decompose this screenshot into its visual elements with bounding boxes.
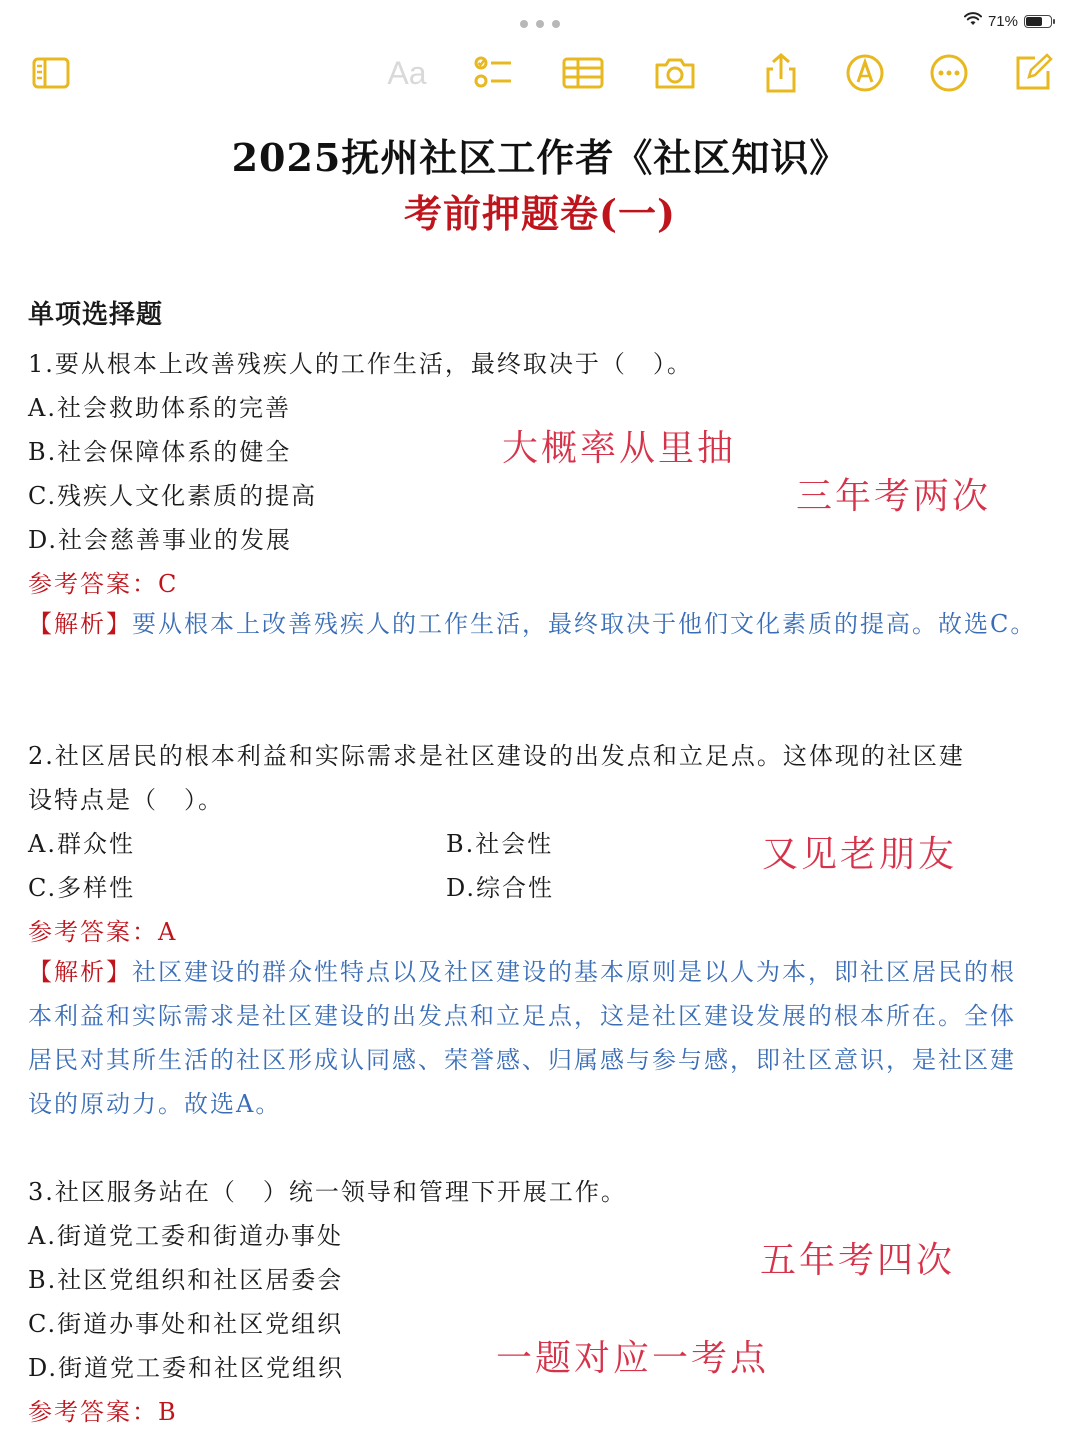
q2-analysis-text: 社区建设的群众性特点以及社区建设的基本原则是以人为本，即社区居民的根本利益和实际需求是社区建设的出发点和立足点，这是社区建设发展的根本所在。全体居民对其所生活的社区形成认同感、荣誉感、归属感与参与感，即社区意识，是社区建设的原动力。故选A。 — [28, 958, 1016, 1118]
camera-icon — [653, 51, 697, 95]
compose-button[interactable] — [1010, 50, 1056, 96]
share-icon — [759, 51, 803, 95]
q1-analysis-text: 要从根本上改善残疾人的工作生活，最终取决于他们文化素质的提高。故选C。 — [132, 610, 1037, 638]
annotation-note-3: 又见老朋友 — [762, 834, 958, 875]
q2-stem-line2: 设特点是（ ）。 — [28, 786, 224, 814]
q1-option-a: A.社会救助体系的完善 — [28, 394, 291, 422]
format-button[interactable]: Aa — [387, 54, 427, 91]
section-heading: 单项选择题 — [28, 300, 164, 330]
q2-analysis-tag: 【解析】 — [28, 958, 132, 986]
q3-option-d: D.街道党工委和社区党组织 — [28, 1354, 345, 1382]
battery-icon — [1024, 15, 1052, 28]
checklist-button[interactable] — [470, 50, 516, 96]
checklist-icon — [471, 51, 515, 95]
annotation-note-2: 三年考两次 — [796, 476, 992, 517]
table-icon — [561, 51, 605, 95]
multitask-dots-icon[interactable] — [520, 16, 560, 32]
sidebar-toggle-button[interactable] — [28, 50, 74, 96]
compose-icon — [1011, 51, 1055, 95]
q1-option-b: B.社会保障体系的健全 — [28, 438, 292, 466]
toolbar — [0, 44, 1080, 100]
document-subtitle: 考前押题卷(一) — [404, 191, 676, 236]
more-icon — [927, 51, 971, 95]
q3-stem: 3.社区服务站在（ ）统一领导和管理下开展工作。 — [28, 1178, 627, 1206]
table-button[interactable] — [560, 50, 606, 96]
camera-button[interactable] — [652, 50, 698, 96]
q3-option-c: C.街道办事处和社区党组织 — [28, 1310, 344, 1338]
q1-answer: 参考答案：C — [28, 570, 179, 598]
q1-option-c: C.残疾人文化素质的提高 — [28, 482, 318, 510]
q2-option-d: D.综合性 — [446, 874, 555, 902]
q2-option-a: A.群众性 — [28, 830, 135, 858]
markup-button[interactable] — [842, 50, 888, 96]
battery-percent: 71% — [987, 12, 1018, 30]
annotation-note-5: 一题对应一考点 — [496, 1338, 770, 1379]
share-button[interactable] — [758, 50, 804, 96]
sidebar-icon — [29, 51, 73, 95]
q1-option-d: D.社会慈善事业的发展 — [28, 526, 293, 554]
q3-option-b: B.社区党组织和社区居委会 — [28, 1266, 344, 1294]
q1-analysis — [28, 602, 1038, 646]
q2-stem-line1: 2.社区居民的根本利益和实际需求是社区建设的出发点和立足点。这体现的社区建 — [28, 742, 965, 770]
wifi-icon — [964, 12, 982, 30]
battery-level-fill — [1026, 17, 1042, 26]
annotation-note-1: 大概率从里抽 — [502, 428, 737, 469]
more-button[interactable] — [926, 50, 972, 96]
status-bar — [964, 12, 1052, 30]
q3-answer: 参考答案：B — [28, 1398, 178, 1426]
markup-icon — [843, 51, 887, 95]
document-title: 2025抚州社区工作者《社区知识》 — [231, 135, 849, 180]
q1-stem: 1.要从根本上改善残疾人的工作生活，最终取决于（ ）。 — [28, 350, 693, 378]
q1-analysis-tag: 【解析】 — [28, 610, 132, 638]
q2-option-c: C.多样性 — [28, 874, 136, 902]
q3-option-a: A.街道党工委和街道办事处 — [28, 1222, 343, 1250]
q2-option-b: B.社会性 — [446, 830, 554, 858]
q2-analysis — [28, 950, 1038, 1126]
annotation-note-4: 五年考四次 — [760, 1240, 956, 1281]
q2-answer: 参考答案：A — [28, 918, 178, 946]
